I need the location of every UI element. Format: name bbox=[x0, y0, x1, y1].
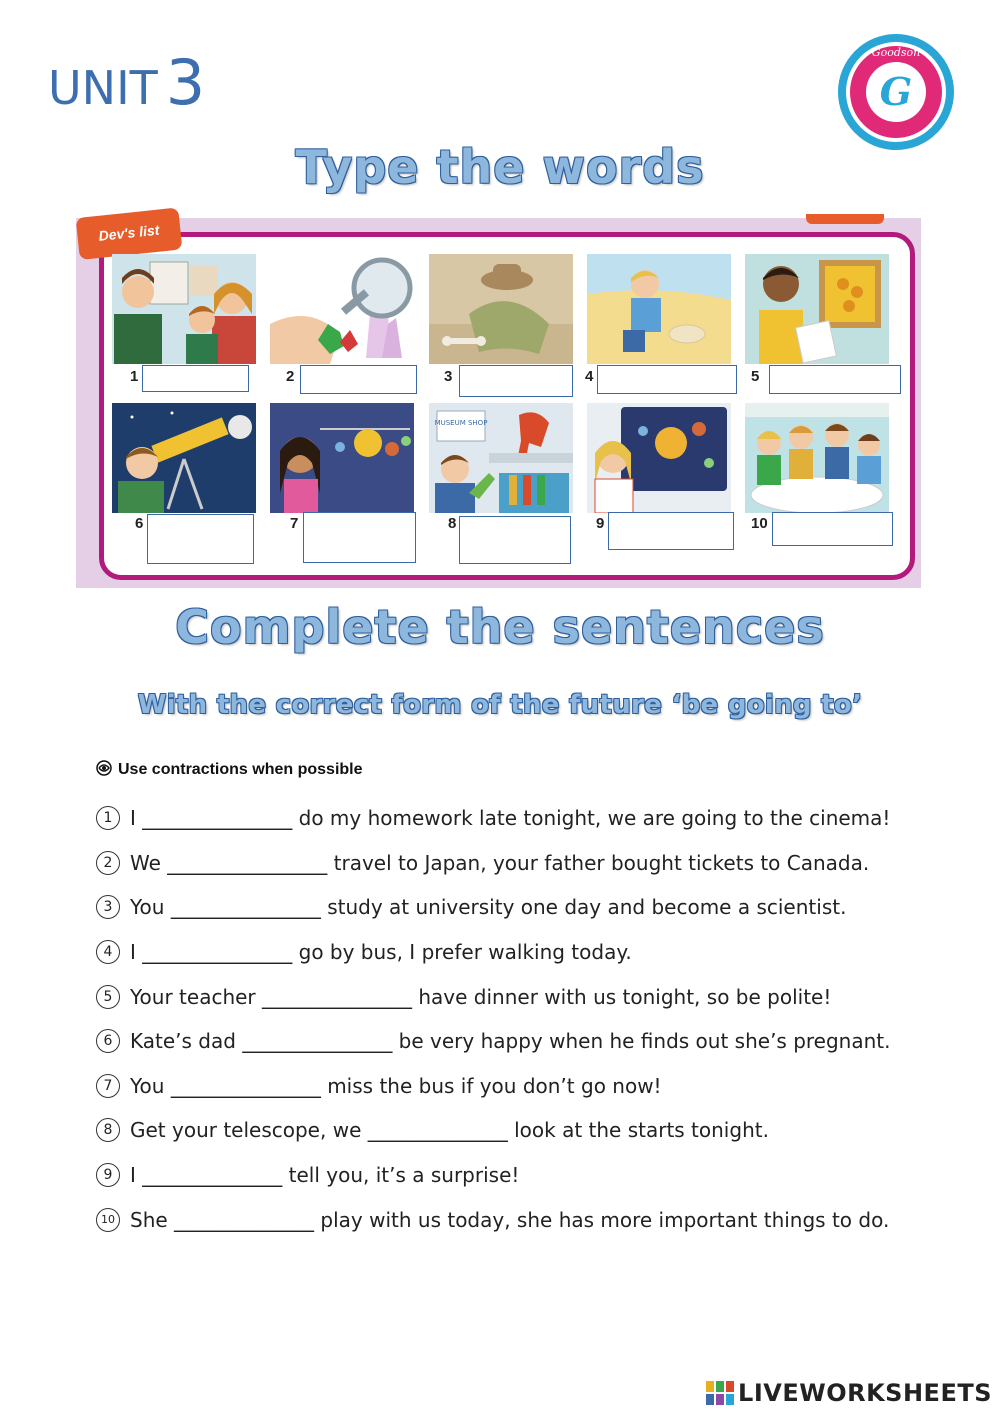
item-number: 10 bbox=[751, 515, 768, 532]
item-number: 5 bbox=[751, 368, 760, 385]
answer-input-9[interactable] bbox=[608, 512, 734, 550]
answer-input-5[interactable] bbox=[769, 365, 901, 394]
sentence-marker: 7 bbox=[96, 1074, 120, 1098]
panel-decoration bbox=[806, 214, 884, 224]
sentence-before: You bbox=[130, 1073, 165, 1098]
sentence-before: I bbox=[130, 940, 136, 965]
item-number: 6 bbox=[135, 515, 144, 532]
sentence-marker: 10 bbox=[96, 1208, 120, 1232]
sentence-blank[interactable]: _______________ bbox=[170, 895, 321, 920]
answer-input-1[interactable] bbox=[142, 365, 249, 392]
sentence-after: do my homework late tonight, we are going to the cinema! bbox=[298, 806, 891, 831]
item-number: 2 bbox=[286, 368, 295, 385]
swirl-icon bbox=[96, 760, 112, 776]
sentence-after: have dinner with us tonight, so be polite! bbox=[418, 984, 832, 1009]
sentence-row bbox=[96, 841, 976, 886]
sentence-marker: 6 bbox=[96, 1029, 120, 1053]
sentence-before: You bbox=[130, 895, 165, 920]
item-number: 4 bbox=[585, 368, 594, 385]
answer-input-6[interactable] bbox=[147, 514, 254, 564]
sentence-after: play with us today, she has more important things to do. bbox=[320, 1207, 890, 1232]
section-title-complete-sentences: Complete the sentences bbox=[175, 600, 825, 654]
item-number: 9 bbox=[596, 515, 605, 532]
sentence-before: We bbox=[130, 850, 161, 875]
sentence-before: I bbox=[130, 806, 136, 831]
answer-input-8[interactable] bbox=[459, 516, 571, 564]
unit-word: UNIT bbox=[48, 61, 158, 115]
item-number: 8 bbox=[448, 515, 457, 532]
picture-8-museum-shop bbox=[429, 403, 573, 513]
sentence-row bbox=[96, 796, 976, 841]
sentence-blank[interactable]: _______________ bbox=[142, 940, 293, 965]
unit-title bbox=[48, 46, 205, 119]
sentence-row bbox=[96, 1153, 976, 1198]
sentence-row bbox=[96, 885, 976, 930]
sentence-marker: 5 bbox=[96, 985, 120, 1009]
instruction-text: Use contractions when possible bbox=[118, 761, 363, 778]
sentence-blank[interactable]: ______________ bbox=[367, 1118, 508, 1143]
sentence-blank[interactable]: _______________ bbox=[142, 806, 293, 831]
school-logo bbox=[834, 30, 958, 154]
museum-sign: MUSEUM SHOP bbox=[434, 419, 488, 427]
sentence-after: travel to Japan, your father bought tickets to Canada. bbox=[333, 850, 870, 875]
sentence-marker: 1 bbox=[96, 806, 120, 830]
sentence-before: She bbox=[130, 1207, 168, 1232]
answer-input-10[interactable] bbox=[772, 512, 893, 546]
sentence-after: look at the starts tonight. bbox=[514, 1118, 769, 1143]
sentence-after: go by bus, I prefer walking today. bbox=[298, 940, 632, 965]
sentence-row bbox=[96, 1064, 976, 1109]
sentence-after: miss the bus if you don’t go now! bbox=[327, 1073, 662, 1098]
sentence-after: study at university one day and become a scientist. bbox=[327, 895, 847, 920]
section-subtitle: With the correct form of the future ‘be going to’ bbox=[137, 690, 863, 720]
liveworksheets-logo-icon bbox=[706, 1381, 734, 1405]
instruction bbox=[96, 760, 363, 779]
sentence-marker: 4 bbox=[96, 940, 120, 964]
sentence-row bbox=[96, 1108, 976, 1153]
sentence-row bbox=[96, 974, 976, 1019]
picture-6-telescope bbox=[112, 403, 256, 513]
panel-tag: Dev's list bbox=[76, 207, 183, 260]
sentence-blank[interactable]: _______________ bbox=[242, 1029, 393, 1054]
unit-number: 3 bbox=[165, 46, 206, 119]
sentence-after: tell you, it’s a surprise! bbox=[288, 1163, 520, 1188]
sentence-before: Your teacher bbox=[130, 984, 256, 1009]
picture-7-solar-system-model bbox=[270, 403, 414, 513]
picture-5-boy-drawing bbox=[745, 254, 889, 364]
sentence-row bbox=[96, 1019, 976, 1064]
item-number: 3 bbox=[444, 368, 453, 385]
answer-input-4[interactable] bbox=[597, 365, 737, 394]
sentence-blank[interactable]: ________________ bbox=[167, 850, 328, 875]
footer-brand-text: LIVEWORKSHEETS bbox=[738, 1379, 992, 1407]
sentence-before: Get your telescope, we bbox=[130, 1118, 362, 1143]
logo-text: Goodson bbox=[871, 46, 921, 59]
sentence-blank[interactable]: _______________ bbox=[262, 984, 413, 1009]
answer-input-2[interactable] bbox=[300, 365, 417, 394]
sentence-blank[interactable]: ______________ bbox=[142, 1163, 283, 1188]
picture-2-crystal-magnifier bbox=[270, 254, 414, 364]
sentence-marker: 8 bbox=[96, 1118, 120, 1142]
item-number: 1 bbox=[130, 368, 139, 385]
picture-10-family-dinner bbox=[745, 403, 889, 513]
sentence-row bbox=[96, 930, 976, 975]
sentence-marker: 9 bbox=[96, 1163, 120, 1187]
footer-brand bbox=[706, 1379, 992, 1407]
sentence-blank[interactable]: _______________ bbox=[170, 1073, 321, 1098]
answer-input-3[interactable] bbox=[459, 365, 573, 397]
sentence-marker: 2 bbox=[96, 851, 120, 875]
section-title-type-words: Type the words bbox=[295, 140, 705, 194]
sentence-marker: 3 bbox=[96, 895, 120, 919]
item-number: 7 bbox=[290, 515, 299, 532]
sentence-after: be very happy when he finds out she’s pregnant. bbox=[398, 1029, 891, 1054]
sentence-list bbox=[96, 796, 976, 1242]
sentence-before: Kate’s dad bbox=[130, 1029, 236, 1054]
sentence-row bbox=[96, 1197, 976, 1242]
logo-letter: G bbox=[879, 69, 913, 114]
picture-3-dinosaur-bones bbox=[429, 254, 573, 364]
sentence-blank[interactable]: ______________ bbox=[174, 1207, 315, 1232]
picture-4-boy-crab-beach bbox=[587, 254, 731, 364]
sentence-before: I bbox=[130, 1163, 136, 1188]
picture-9-girl-solar-poster bbox=[587, 403, 731, 513]
picture-1-teacher-children bbox=[112, 254, 256, 364]
answer-input-7[interactable] bbox=[303, 512, 416, 563]
